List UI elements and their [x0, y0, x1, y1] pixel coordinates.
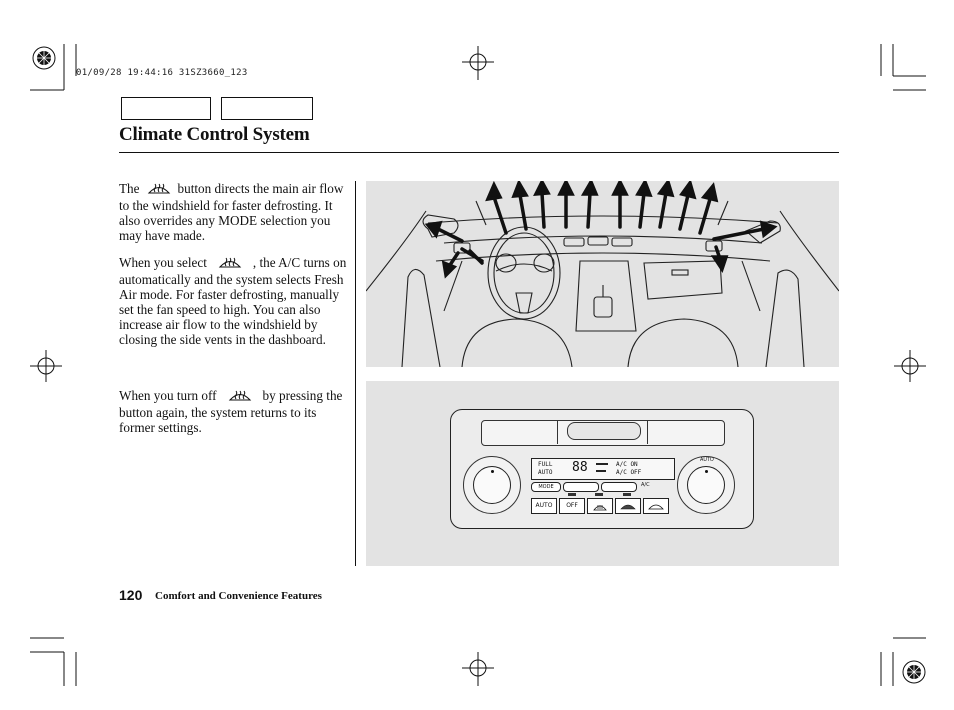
fan-button[interactable] [563, 482, 599, 492]
off-button[interactable]: OFF [559, 498, 585, 514]
page-number: 120 [119, 587, 143, 603]
fan-speed-knob-right[interactable] [677, 456, 735, 514]
indicator-light [595, 493, 603, 496]
ac-label: A/C [641, 482, 650, 488]
para2-lead: When you select [119, 255, 207, 270]
display-ac-on: A/C ON [616, 461, 638, 468]
knob-auto-label: AUTO [700, 457, 714, 463]
front-defrost-button[interactable] [587, 498, 613, 514]
display-temperature: 88 [572, 460, 588, 475]
recirculation-button[interactable] [615, 498, 641, 514]
front-defrost-icon [146, 181, 172, 198]
para1-lead: The [119, 181, 140, 196]
display-full: FULL [538, 461, 553, 468]
bezel-divider-left [557, 420, 558, 444]
dashboard-airflow-drawing [366, 181, 839, 367]
paragraph-3 [119, 388, 351, 435]
recirculation-icon [616, 499, 640, 513]
front-defrost-icon [217, 255, 243, 272]
display-ac-off: A/C OFF [616, 469, 642, 476]
auto-button[interactable]: AUTO [531, 498, 557, 514]
para3-lead: When you turn off [119, 388, 217, 403]
bezel-divider-right [647, 420, 648, 444]
temperature-knob-left[interactable] [463, 456, 521, 514]
recirc-button[interactable] [601, 482, 637, 492]
display-auto: AUTO [538, 469, 553, 476]
header-tab-box-1 [121, 97, 211, 120]
fresh-air-button[interactable] [643, 498, 669, 514]
knob-indicator [491, 470, 494, 473]
climate-control-panel [450, 409, 754, 529]
para3-rest: by pressing the button again, the system returns to its former settings. [119, 388, 343, 435]
paragraph-1 [119, 181, 351, 243]
title-rule [119, 152, 839, 153]
indicator-light [623, 493, 631, 496]
page-title: Climate Control System [119, 124, 310, 145]
airflow-icon [596, 470, 606, 472]
print-stamp: 01/09/28 19:44:16 31SZ3660_123 [76, 68, 248, 78]
paragraph-2 [119, 255, 351, 347]
header-tab-box-2 [221, 97, 313, 120]
panel-center-slot [567, 422, 641, 440]
front-defrost-icon [588, 499, 612, 513]
para2-rest: , the A/C turns on automatically and the system selects Fresh Air mode. For faster defrosting, manually set the fan speed to high. You can also increase air flow to the windshield by closing the side vents in the dashboard. [119, 255, 347, 347]
section-title: Comfort and Convenience Features [155, 590, 322, 602]
indicator-light [568, 493, 576, 496]
column-divider [355, 181, 356, 566]
fresh-air-icon [644, 499, 668, 513]
illustration-airflow [366, 181, 839, 367]
mode-button[interactable]: MODE [531, 482, 561, 492]
airflow-icon [596, 463, 608, 465]
lcd-display [531, 458, 675, 480]
knob-indicator [705, 470, 708, 473]
para1-rest: button directs the main air flow to the windshield for faster defrosting. It also overrides any MODE selection you may have made. [119, 181, 344, 243]
illustration-control-panel [366, 381, 839, 566]
front-defrost-icon [227, 388, 253, 405]
